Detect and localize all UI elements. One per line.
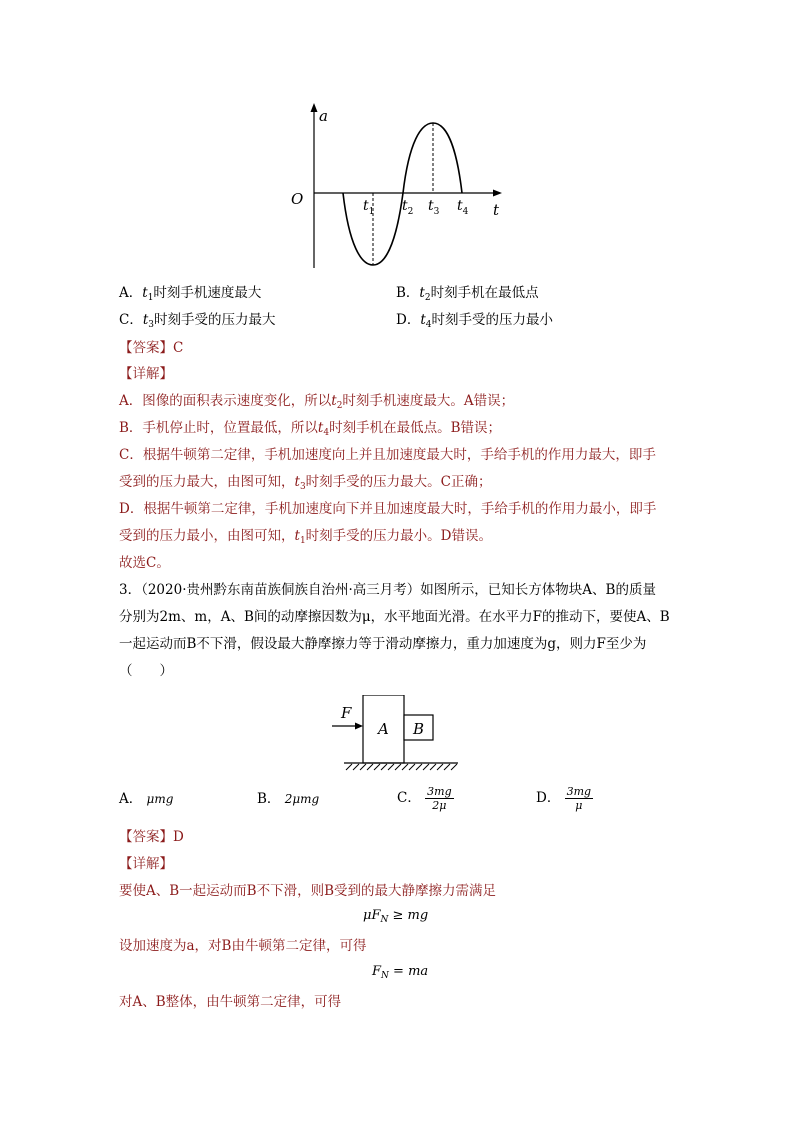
q2-option-c: C．$t_3$时刻手受的压力最大 <box>119 312 276 330</box>
q3-equation-2: $F_N$ = ma <box>372 964 429 981</box>
q3-stem-line-1: 3．（2020·贵州黔东南苗族侗族自治州·高三月考）如图所示，已知长方体物块A、B的质量 <box>119 582 656 598</box>
origin-label: O <box>291 190 304 208</box>
q3-stem-line-4: （ ） <box>119 663 173 679</box>
x-axis-label: t <box>493 201 500 219</box>
q2-explanation-a: A．图像的面积表示速度变化，所以$t_2$时刻手机速度最大。A错误； <box>119 393 515 411</box>
force-arrowhead <box>355 723 363 730</box>
y-axis-label: a <box>319 107 328 125</box>
acceleration-time-graph <box>285 100 515 275</box>
q2-explanation-b: B．手机停止时，位置最低，所以$t_4$时刻手机在最低点。B错误； <box>119 420 502 438</box>
q2-explanation-c2: 受到的压力最大，由图可知，$t_3$时刻手受的压力最大。C正确； <box>119 474 492 492</box>
q2-option-b: B．$t_2$时刻手机在最低点 <box>396 285 539 303</box>
q3-equation-1: $\mu F_N$ ≥ mg <box>363 908 429 925</box>
tick-t2: $t_2$ <box>402 198 414 217</box>
acceleration-curve <box>343 123 462 265</box>
q2-explanation-d2: 受到的压力最小，由图可知，$t_1$时刻手受的压力最小。D错误。 <box>119 528 492 546</box>
q2-explanation-d1: D．根据牛顿第二定律，手机加速度向下并且加速度最大时，手给手机的作用力最小，即手 <box>119 501 657 517</box>
block-b-label: B <box>413 720 425 738</box>
q3-explanation-line-2: 设加速度为a，对B由牛顿第二定律，可得 <box>119 938 367 954</box>
q3-stem-line-2: 分别为2m、m，A、B间的动摩擦因数为μ，水平地面光滑。在水平力F的推动下，要使A、B <box>119 609 670 625</box>
ground-hatching <box>346 764 457 770</box>
q2-conclusion: 故选C。 <box>119 555 170 571</box>
q3-answer: 【答案】D <box>119 829 184 845</box>
q2-option-a: A．$t_1$时刻手机速度最大 <box>119 285 262 303</box>
q2-detail-title: 【详解】 <box>119 366 173 382</box>
blocks-figure <box>330 695 465 775</box>
tick-t1: $t_1$ <box>363 198 375 217</box>
q3-stem-line-3: 一起运动而B不下滑，假设最大静摩擦力等于滑动摩擦力，重力加速度为g，则力F至少为 <box>119 636 647 652</box>
q3-explanation-line-3: 对A、B整体，由牛顿第二定律，可得 <box>119 994 342 1010</box>
q3-option-b: B． 2μmg <box>257 791 320 807</box>
q3-option-d-fraction: $\frac{3mg}{\mu}$ <box>566 785 592 812</box>
y-axis-arrow <box>311 103 318 112</box>
q2-explanation-c1: C．根据牛顿第二定律，手机加速度向上并且加速度最大时，手给手机的作用力最大，即手 <box>119 447 656 463</box>
tick-t3: $t_3$ <box>428 198 440 217</box>
q3-option-d: D． $\frac{3mg}{\mu}$ <box>536 785 592 812</box>
q3-detail-title: 【详解】 <box>119 856 173 872</box>
q2-answer: 【答案】C <box>119 340 184 356</box>
x-axis-arrow <box>493 190 502 197</box>
q3-option-c-fraction: $\frac{3mg}{2\mu}$ <box>427 785 452 812</box>
q3-option-c: C． $\frac{3mg}{2\mu}$ <box>397 785 452 812</box>
block-a-label: A <box>378 720 389 738</box>
force-label: F <box>341 704 352 722</box>
q3-option-a: A． μmg <box>119 791 174 807</box>
tick-t4: $t_4$ <box>457 198 469 217</box>
q2-option-d: D．$t_4$时刻手受的压力最小 <box>396 312 553 330</box>
q3-explanation-line-1: 要使A、B一起运动而B不下滑，则B受到的最大静摩擦力需满足 <box>119 883 497 899</box>
